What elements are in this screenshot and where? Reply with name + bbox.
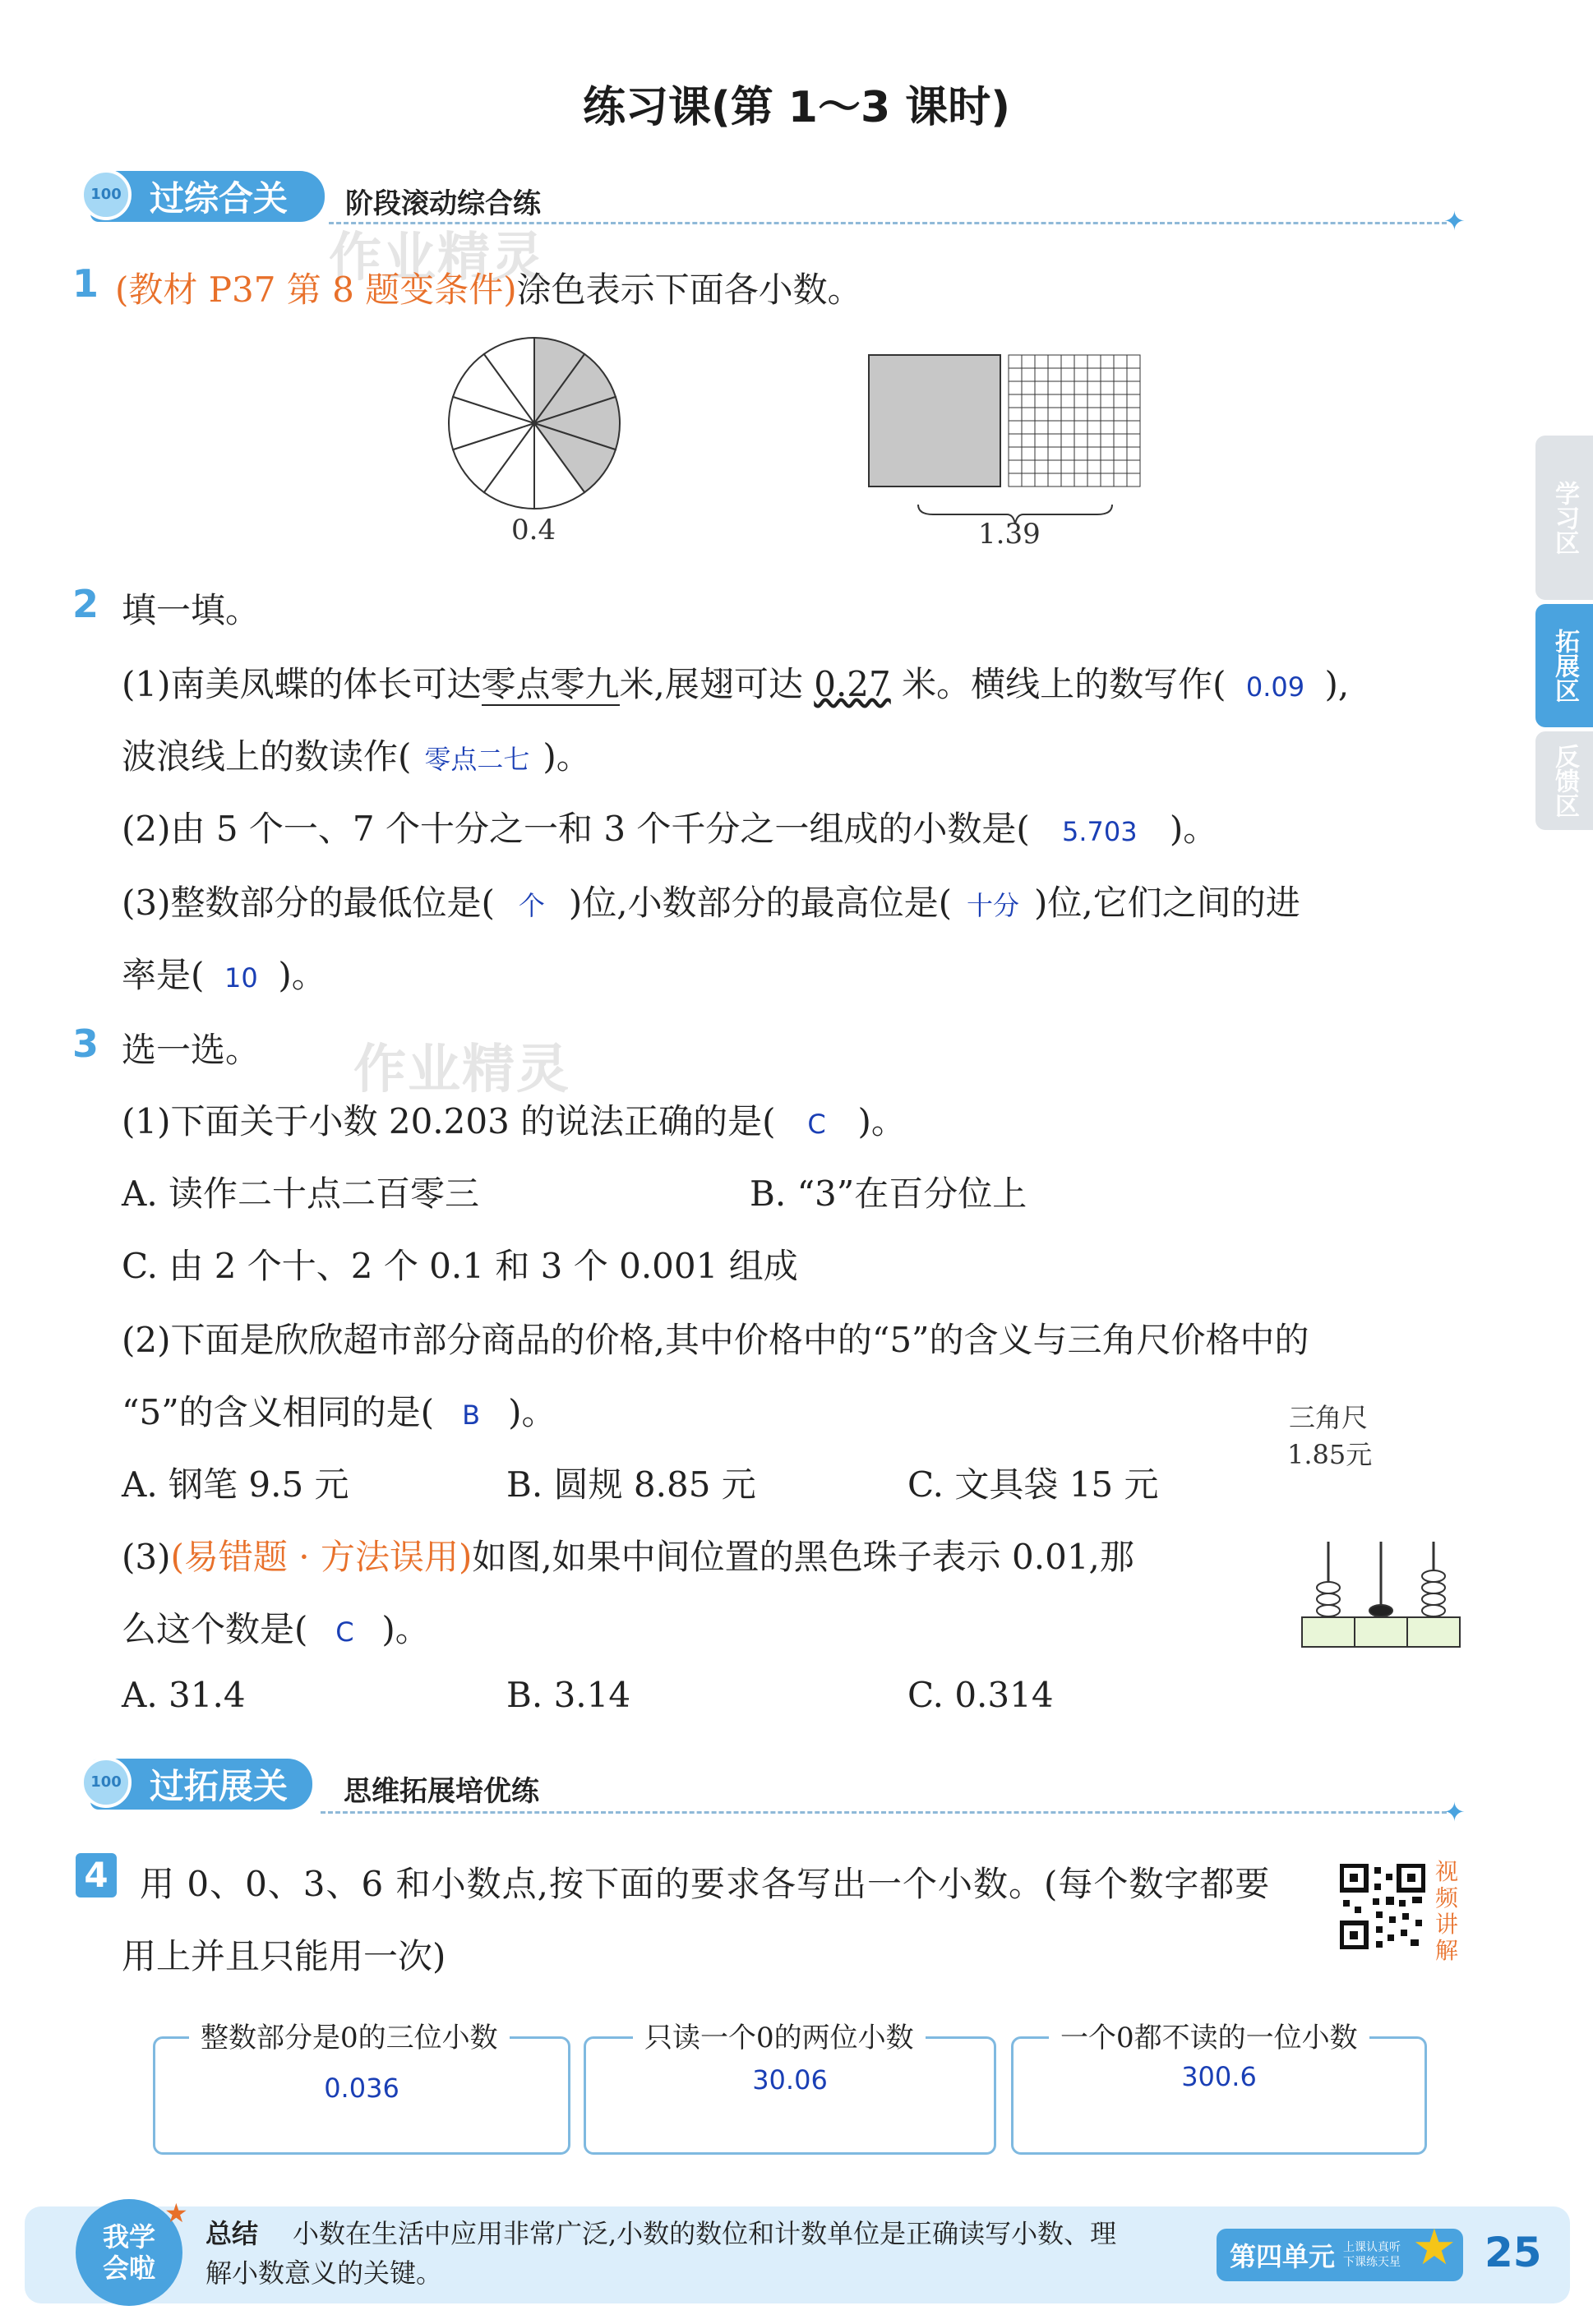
grid-cell	[1009, 381, 1022, 394]
grid-cell	[1048, 368, 1061, 381]
section-subtitle: 思维拓展培优练	[344, 1775, 539, 1808]
grid-cell	[1114, 460, 1127, 473]
abacus-bead	[1317, 1582, 1340, 1593]
star-icon: ★	[164, 2197, 188, 2229]
grid-cell	[1048, 473, 1061, 486]
text-segment: 米。横线上的数写作(	[902, 664, 1226, 704]
grid-cell	[1127, 355, 1140, 368]
grid-cell	[1035, 434, 1048, 447]
grid-cell	[1074, 421, 1087, 434]
option-b[interactable]: B. “3”在百分位上	[750, 1174, 1027, 1214]
side-tab-feedback[interactable]: 反馈区	[1535, 731, 1593, 830]
text-segment: (1)下面关于小数 20.203 的说法正确的是(	[122, 1101, 776, 1141]
grid-fraction-figure	[867, 353, 1147, 501]
option-b[interactable]: B. 圆规 8.85 元	[506, 1464, 756, 1505]
answer-blank[interactable]: 零点二七	[424, 744, 530, 775]
grid-cell	[1009, 355, 1022, 368]
grid-cell	[1061, 394, 1074, 408]
grid-cell	[1087, 394, 1101, 408]
qr-code-icon[interactable]	[1340, 1864, 1425, 1949]
grid-cell	[1009, 434, 1022, 447]
grid-cell	[1087, 355, 1101, 368]
grid-cell	[1009, 473, 1022, 486]
abacus-bead	[1317, 1605, 1340, 1616]
answer-blank[interactable]: 10	[224, 962, 258, 994]
underlined-number: 零点零九	[481, 664, 620, 704]
abacus-bead	[1422, 1570, 1445, 1582]
text-segment: )。	[543, 736, 591, 777]
grid-cell	[1101, 355, 1114, 368]
pie-slices	[449, 338, 620, 509]
q3-sub3-line2	[122, 1602, 430, 1652]
text-segment: 米,展翅可达	[619, 664, 803, 704]
grid-cell	[1009, 368, 1022, 381]
grid-cell	[1035, 473, 1048, 486]
grid-cell	[1022, 473, 1035, 486]
option-b[interactable]: B. 3.14	[506, 1675, 631, 1715]
grid-cell	[1114, 447, 1127, 460]
grid-cell	[1074, 368, 1087, 381]
text-segment: 么这个数是(	[122, 1609, 308, 1649]
grid-cell	[1022, 460, 1035, 473]
motto-line: 下课练天星	[1343, 2256, 1401, 2269]
grid-cell	[1127, 460, 1140, 473]
grid-cell	[1022, 408, 1035, 421]
grid-cell	[1048, 355, 1061, 368]
grid-cell	[1101, 421, 1114, 434]
grid-cell	[1087, 368, 1101, 381]
grid-cell	[1061, 368, 1074, 381]
text-segment: )位,小数部分的最高位是(	[568, 883, 953, 923]
page-number: 25	[1484, 2229, 1542, 2276]
option-c[interactable]: C. 由 2 个十、2 个 0.1 和 3 个 0.001 组成	[122, 1246, 798, 1286]
q3-sub2-line1: (2)下面是欣欣超市部分商品的价格,其中价格中的“5”的含义与三角尺价格中的	[122, 1320, 1309, 1360]
card-answer[interactable]: 300.6	[1181, 2061, 1257, 2092]
grid-cell	[1101, 473, 1114, 486]
grid-cell	[1087, 473, 1101, 486]
grid-cell	[1127, 368, 1140, 381]
star-icon: ✦	[1443, 205, 1466, 237]
grid-cell	[1114, 355, 1127, 368]
option-c[interactable]: C. 0.314	[907, 1675, 1054, 1715]
grid-cell	[1074, 408, 1087, 421]
question-2-instruction: 填一填。	[122, 590, 261, 630]
grid-cell	[1114, 408, 1127, 421]
grid-cell	[1087, 381, 1101, 394]
abacus-bead	[1422, 1582, 1445, 1593]
grid-cell	[1061, 408, 1074, 421]
text-segment: )。	[278, 955, 326, 995]
section-divider	[321, 1811, 1447, 1814]
grid-cell	[1022, 368, 1035, 381]
grid-cell	[1048, 460, 1061, 473]
q2-part3-line2	[122, 948, 326, 998]
text-segment: )。	[381, 1609, 430, 1649]
grid-cell	[1074, 473, 1087, 486]
grid-cell	[1022, 355, 1035, 368]
text-segment: ),	[1324, 664, 1350, 704]
grid-cell	[1114, 381, 1127, 394]
grid-cell	[1101, 408, 1114, 421]
grid-cell	[1048, 408, 1061, 421]
grid-cell	[1061, 473, 1074, 486]
grid-cell	[1127, 473, 1140, 486]
grid-cell	[1009, 460, 1022, 473]
grid-cell	[1035, 381, 1048, 394]
grid-cell	[1022, 381, 1035, 394]
unit-motto	[1343, 2240, 1401, 2270]
logo-100-icon: 100	[81, 1757, 132, 1808]
q2-part1-line1	[122, 657, 1349, 707]
text-segment: “5”的含义相同的是(	[122, 1392, 435, 1432]
grid-cell	[1061, 355, 1074, 368]
grid-cell	[1127, 447, 1140, 460]
option-a[interactable]: A. 钢笔 9.5 元	[122, 1464, 349, 1505]
question-number: 1	[72, 261, 99, 306]
grid-cell	[1048, 434, 1061, 447]
option-a[interactable]: A. 读作二十点二百零三	[122, 1174, 480, 1214]
card-title: 整数部分是0的三位小数	[189, 2015, 510, 2055]
figure-2-caption: 1.39	[978, 518, 1041, 551]
grid-cell	[1048, 381, 1061, 394]
section-badge-comprehensive: 过综合关	[90, 171, 325, 222]
question-number: 2	[72, 582, 99, 626]
text-segment: )。	[857, 1101, 906, 1141]
card-title: 只读一个0的两位小数	[633, 2015, 926, 2055]
grid-cell	[1114, 394, 1127, 408]
grid-cell	[1087, 421, 1101, 434]
logo-100-icon: 100	[81, 169, 132, 220]
ruler-price: 1.85元	[1287, 1439, 1373, 1470]
abacus-bead	[1422, 1593, 1445, 1605]
card-answer[interactable]: 0.036	[324, 2073, 399, 2104]
card-title: 一个0都不读的一位小数	[1049, 2015, 1369, 2055]
q2-part1-line2	[122, 730, 591, 779]
grid-cell	[1114, 434, 1127, 447]
star-mascot-icon: ★	[1412, 2219, 1457, 2276]
grid-cell	[1009, 408, 1022, 421]
figure-1-caption: 0.4	[511, 514, 556, 546]
abacus-bead	[1422, 1605, 1445, 1616]
question-1-instruction: 涂色表示下面各小数。	[516, 270, 862, 310]
text-segment: 率是(	[122, 955, 205, 995]
answer-blank[interactable]: 0.09	[1245, 671, 1305, 703]
grid-cell	[1127, 421, 1140, 434]
grid-cell	[1048, 421, 1061, 434]
grid-cell	[1035, 394, 1048, 408]
q2-part2	[122, 802, 1217, 851]
watermark: 作业精灵	[353, 1040, 570, 1100]
ruler-label: 三角尺	[1289, 1402, 1369, 1433]
text-segment: 如图,如果中间位置的黑色珠子表示 0.01,那	[472, 1537, 1134, 1577]
grid-cell	[1035, 368, 1048, 381]
grid-cell	[1035, 355, 1048, 368]
grid-cell	[1074, 460, 1087, 473]
q3-sub3-line1	[122, 1530, 1134, 1579]
option-a[interactable]: A. 31.4	[122, 1675, 246, 1715]
grid-cell	[1022, 434, 1035, 447]
grid-cell	[1009, 447, 1022, 460]
grid-cell	[1087, 408, 1101, 421]
grid-cell	[1087, 447, 1101, 460]
grid-cell	[1061, 460, 1074, 473]
grid-cell	[1127, 394, 1140, 408]
grid-cell	[1048, 394, 1061, 408]
grid-cell	[1127, 434, 1140, 447]
text-segment: 波浪线上的数读作(	[122, 736, 412, 777]
grid-cell	[1087, 434, 1101, 447]
grid-cells	[869, 355, 1140, 486]
grid-cell	[1114, 473, 1127, 486]
grid-cell	[1074, 394, 1087, 408]
star-icon: ✦	[1443, 1796, 1466, 1828]
q2-part3-line1	[122, 876, 1300, 925]
side-tab-study[interactable]: 学习区	[1535, 436, 1593, 600]
card-answer[interactable]: 30.06	[752, 2064, 828, 2096]
summary-text-line1: 小数在生活中应用非常广泛,小数的数位和计数单位是正确读写小数、理	[293, 2218, 1117, 2249]
grid-cell	[1035, 421, 1048, 434]
grid-cell	[1101, 447, 1114, 460]
grid-cell	[1127, 381, 1140, 394]
option-c[interactable]: C. 文具袋 15 元	[907, 1464, 1159, 1505]
text-segment: (3)	[122, 1537, 171, 1577]
text-segment: (3)整数部分的最低位是(	[122, 883, 495, 923]
watermark: 作业精灵	[329, 228, 546, 288]
grid-cell	[1074, 355, 1087, 368]
grid-cell	[1114, 421, 1127, 434]
text-segment: )。	[508, 1392, 556, 1432]
grid-cell	[1009, 394, 1022, 408]
grid-cell	[1061, 447, 1074, 460]
wavy-number: 0.27	[814, 664, 891, 704]
video-explanation-label[interactable]: 视频讲解	[1435, 1858, 1459, 1964]
unit-label: 第四单元	[1230, 2241, 1336, 2272]
grid-cell	[1009, 421, 1022, 434]
grid-cell	[1074, 447, 1087, 460]
grid-cell	[1074, 434, 1087, 447]
grid-cell	[1101, 381, 1114, 394]
grid-cell	[1022, 421, 1035, 434]
grid-cell	[1061, 421, 1074, 434]
grid-cell	[1101, 368, 1114, 381]
grid-cell	[1114, 368, 1127, 381]
motto-line: 上课认真听	[1343, 2241, 1401, 2254]
answer-blank[interactable]: 十分	[967, 890, 1020, 921]
grid-cell	[1074, 381, 1087, 394]
summary-label: 总结	[205, 2218, 259, 2249]
question-number: 4	[76, 1853, 117, 1897]
side-tab-extend[interactable]: 拓展区	[1535, 604, 1593, 727]
q3-sub2-line2	[122, 1386, 556, 1435]
grid-cell	[1061, 381, 1074, 394]
grid-cell	[1101, 434, 1114, 447]
grid-cell	[1022, 394, 1035, 408]
text-segment: (2)由 5 个一、7 个十分之一和 3 个千分之一组成的小数是(	[122, 809, 1030, 849]
grid-cell	[1087, 460, 1101, 473]
answer-blank[interactable]: C	[335, 1616, 354, 1648]
answer-blank[interactable]: C	[807, 1109, 826, 1140]
text-segment: )。	[1169, 809, 1218, 849]
answer-blank[interactable]: 5.703	[1062, 816, 1138, 847]
question-3-instruction: 选一选。	[122, 1030, 261, 1070]
q4-text-line1: 用 0、0、3、6 和小数点,按下面的要求各写出一个小数。(每个数字都要	[140, 1864, 1271, 1904]
grid-cell	[1061, 434, 1074, 447]
page-title: 练习课(第 1～3 课时)	[582, 83, 1011, 132]
circle-fraction-figure	[444, 333, 625, 514]
answer-blank[interactable]: 个	[518, 890, 545, 921]
q4-text-line2: 用上并且只能用一次)	[122, 1936, 446, 1976]
grid-cell	[1022, 447, 1035, 460]
grid-cell	[1127, 408, 1140, 421]
text-segment: (1)南美凤蝶的体长可达	[122, 664, 482, 704]
question-number: 3	[72, 1021, 99, 1066]
grid-cell	[1035, 447, 1048, 460]
source-tag: (教材 P37 第 8 题变条件)	[115, 270, 517, 310]
grid-cell	[1048, 447, 1061, 460]
q3-sub1	[122, 1095, 906, 1144]
grid-cell	[1101, 460, 1114, 473]
abacus-figure	[1299, 1537, 1463, 1652]
answer-blank[interactable]: B	[462, 1399, 481, 1431]
section-badge-extension: 过拓展关	[90, 1759, 312, 1810]
summary-text-line2: 解小数意义的关键。	[205, 2257, 443, 2289]
whole-square	[869, 355, 1000, 486]
section-subtitle: 阶段滚动综合练	[345, 187, 541, 220]
grid-cell	[1035, 460, 1048, 473]
grid-cell	[1101, 394, 1114, 408]
text-segment: )位,它们之间的进	[1034, 883, 1300, 923]
abacus-bead	[1369, 1605, 1392, 1616]
logo-text: 我学会啦	[102, 2221, 155, 2284]
abacus-bead	[1317, 1593, 1340, 1605]
error-prone-tag: (易错题 · 方法误用)	[170, 1537, 473, 1577]
question-1-text	[115, 263, 862, 312]
grid-cell	[1035, 408, 1048, 421]
